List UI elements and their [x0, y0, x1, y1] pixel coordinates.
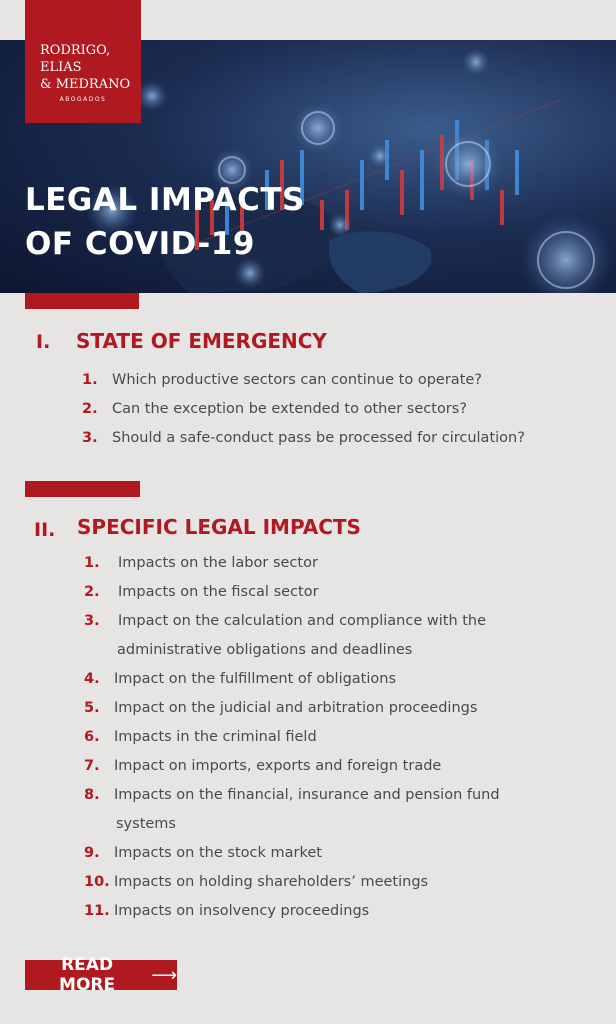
list-item	[84, 839, 609, 868]
section-2-title: SPECIFIC LEGAL IMPACTS	[77, 515, 361, 539]
list-item-text: Impacts on insolvency proceedings	[114, 903, 370, 919]
firm-name-line-3: & MEDRANO	[40, 77, 131, 92]
section-2-numeral: II.	[34, 519, 56, 541]
read-more-label: READ MORE	[59, 955, 116, 995]
list-item	[84, 665, 609, 694]
section-divider-bar-1	[25, 293, 139, 309]
list-item-number: 2.	[84, 584, 100, 600]
arrow-right-icon: ⟶	[151, 964, 177, 986]
section-2-list	[84, 549, 609, 926]
list-item-text: Impact on the calculation and compliance with the	[118, 613, 487, 629]
list-item-number: 10.	[84, 874, 110, 890]
list-item-text-continuation: systems	[116, 816, 176, 832]
list-item-text: Impact on the judicial and arbitration proceedings	[114, 700, 478, 716]
list-item-number: 11.	[84, 903, 110, 919]
list-item-text: Impacts on the fiscal sector	[118, 584, 319, 600]
list-item	[82, 395, 602, 424]
section-1-list	[82, 366, 602, 453]
list-item	[84, 752, 609, 781]
section-divider-bar-2	[25, 481, 140, 497]
list-item-number: 1.	[84, 555, 100, 571]
list-item-number: 1.	[82, 372, 98, 388]
list-item-text: Which productive sectors can continue to operate?	[112, 372, 482, 388]
list-item-number: 5.	[84, 700, 100, 716]
firm-name-line-2: ELIAS	[40, 60, 82, 75]
list-item-number: 8.	[84, 787, 100, 803]
list-item	[84, 868, 609, 897]
list-item-number: 3.	[82, 430, 98, 446]
list-item-text: Impacts on the stock market	[114, 845, 322, 861]
list-item-text: Can the exception be extended to other sectors?	[112, 401, 468, 417]
list-item	[84, 578, 609, 607]
list-item-text: Impacts in the criminal field	[114, 729, 317, 745]
firm-logo	[25, 0, 141, 123]
list-item-text: Impacts on holding shareholders’ meetings	[114, 874, 429, 890]
firm-tagline: ABOGADOS	[59, 96, 107, 103]
list-item	[84, 549, 609, 578]
list-item-number: 6.	[84, 729, 100, 745]
list-item	[84, 897, 609, 926]
list-item-text: Impact on imports, exports and foreign trade	[114, 758, 442, 774]
section-1-title: STATE OF EMERGENCY	[76, 329, 327, 353]
list-item-number: 7.	[84, 758, 100, 774]
page-title	[25, 178, 305, 266]
list-item-text: Impacts on the labor sector	[118, 555, 318, 571]
firm-name-line-1: RODRIGO,	[40, 43, 111, 58]
section-1-numeral: I.	[36, 331, 51, 353]
firm-name	[40, 42, 130, 93]
list-item	[84, 694, 609, 723]
read-more-button[interactable]	[25, 955, 177, 995]
list-item-number: 2.	[82, 401, 98, 417]
list-item	[84, 723, 609, 752]
page-title-line-2: OF COVID-19	[25, 226, 255, 262]
list-item	[84, 607, 609, 665]
page-title-line-1: LEGAL IMPACTS	[25, 182, 305, 218]
list-item	[82, 424, 602, 453]
list-item-number: 3.	[84, 613, 100, 629]
list-item-text-continuation: administrative obligations and deadlines	[117, 642, 413, 658]
list-item	[82, 366, 602, 395]
list-item-text: Should a safe-conduct pass be processed for circulation?	[112, 430, 525, 446]
list-item-number: 4.	[84, 671, 100, 687]
list-item-text: Impact on the fulfillment of obligations	[114, 671, 397, 687]
list-item	[84, 781, 609, 839]
list-item-number: 9.	[84, 845, 100, 861]
list-item-text: Impacts on the financial, insurance and pension fund	[114, 787, 500, 803]
